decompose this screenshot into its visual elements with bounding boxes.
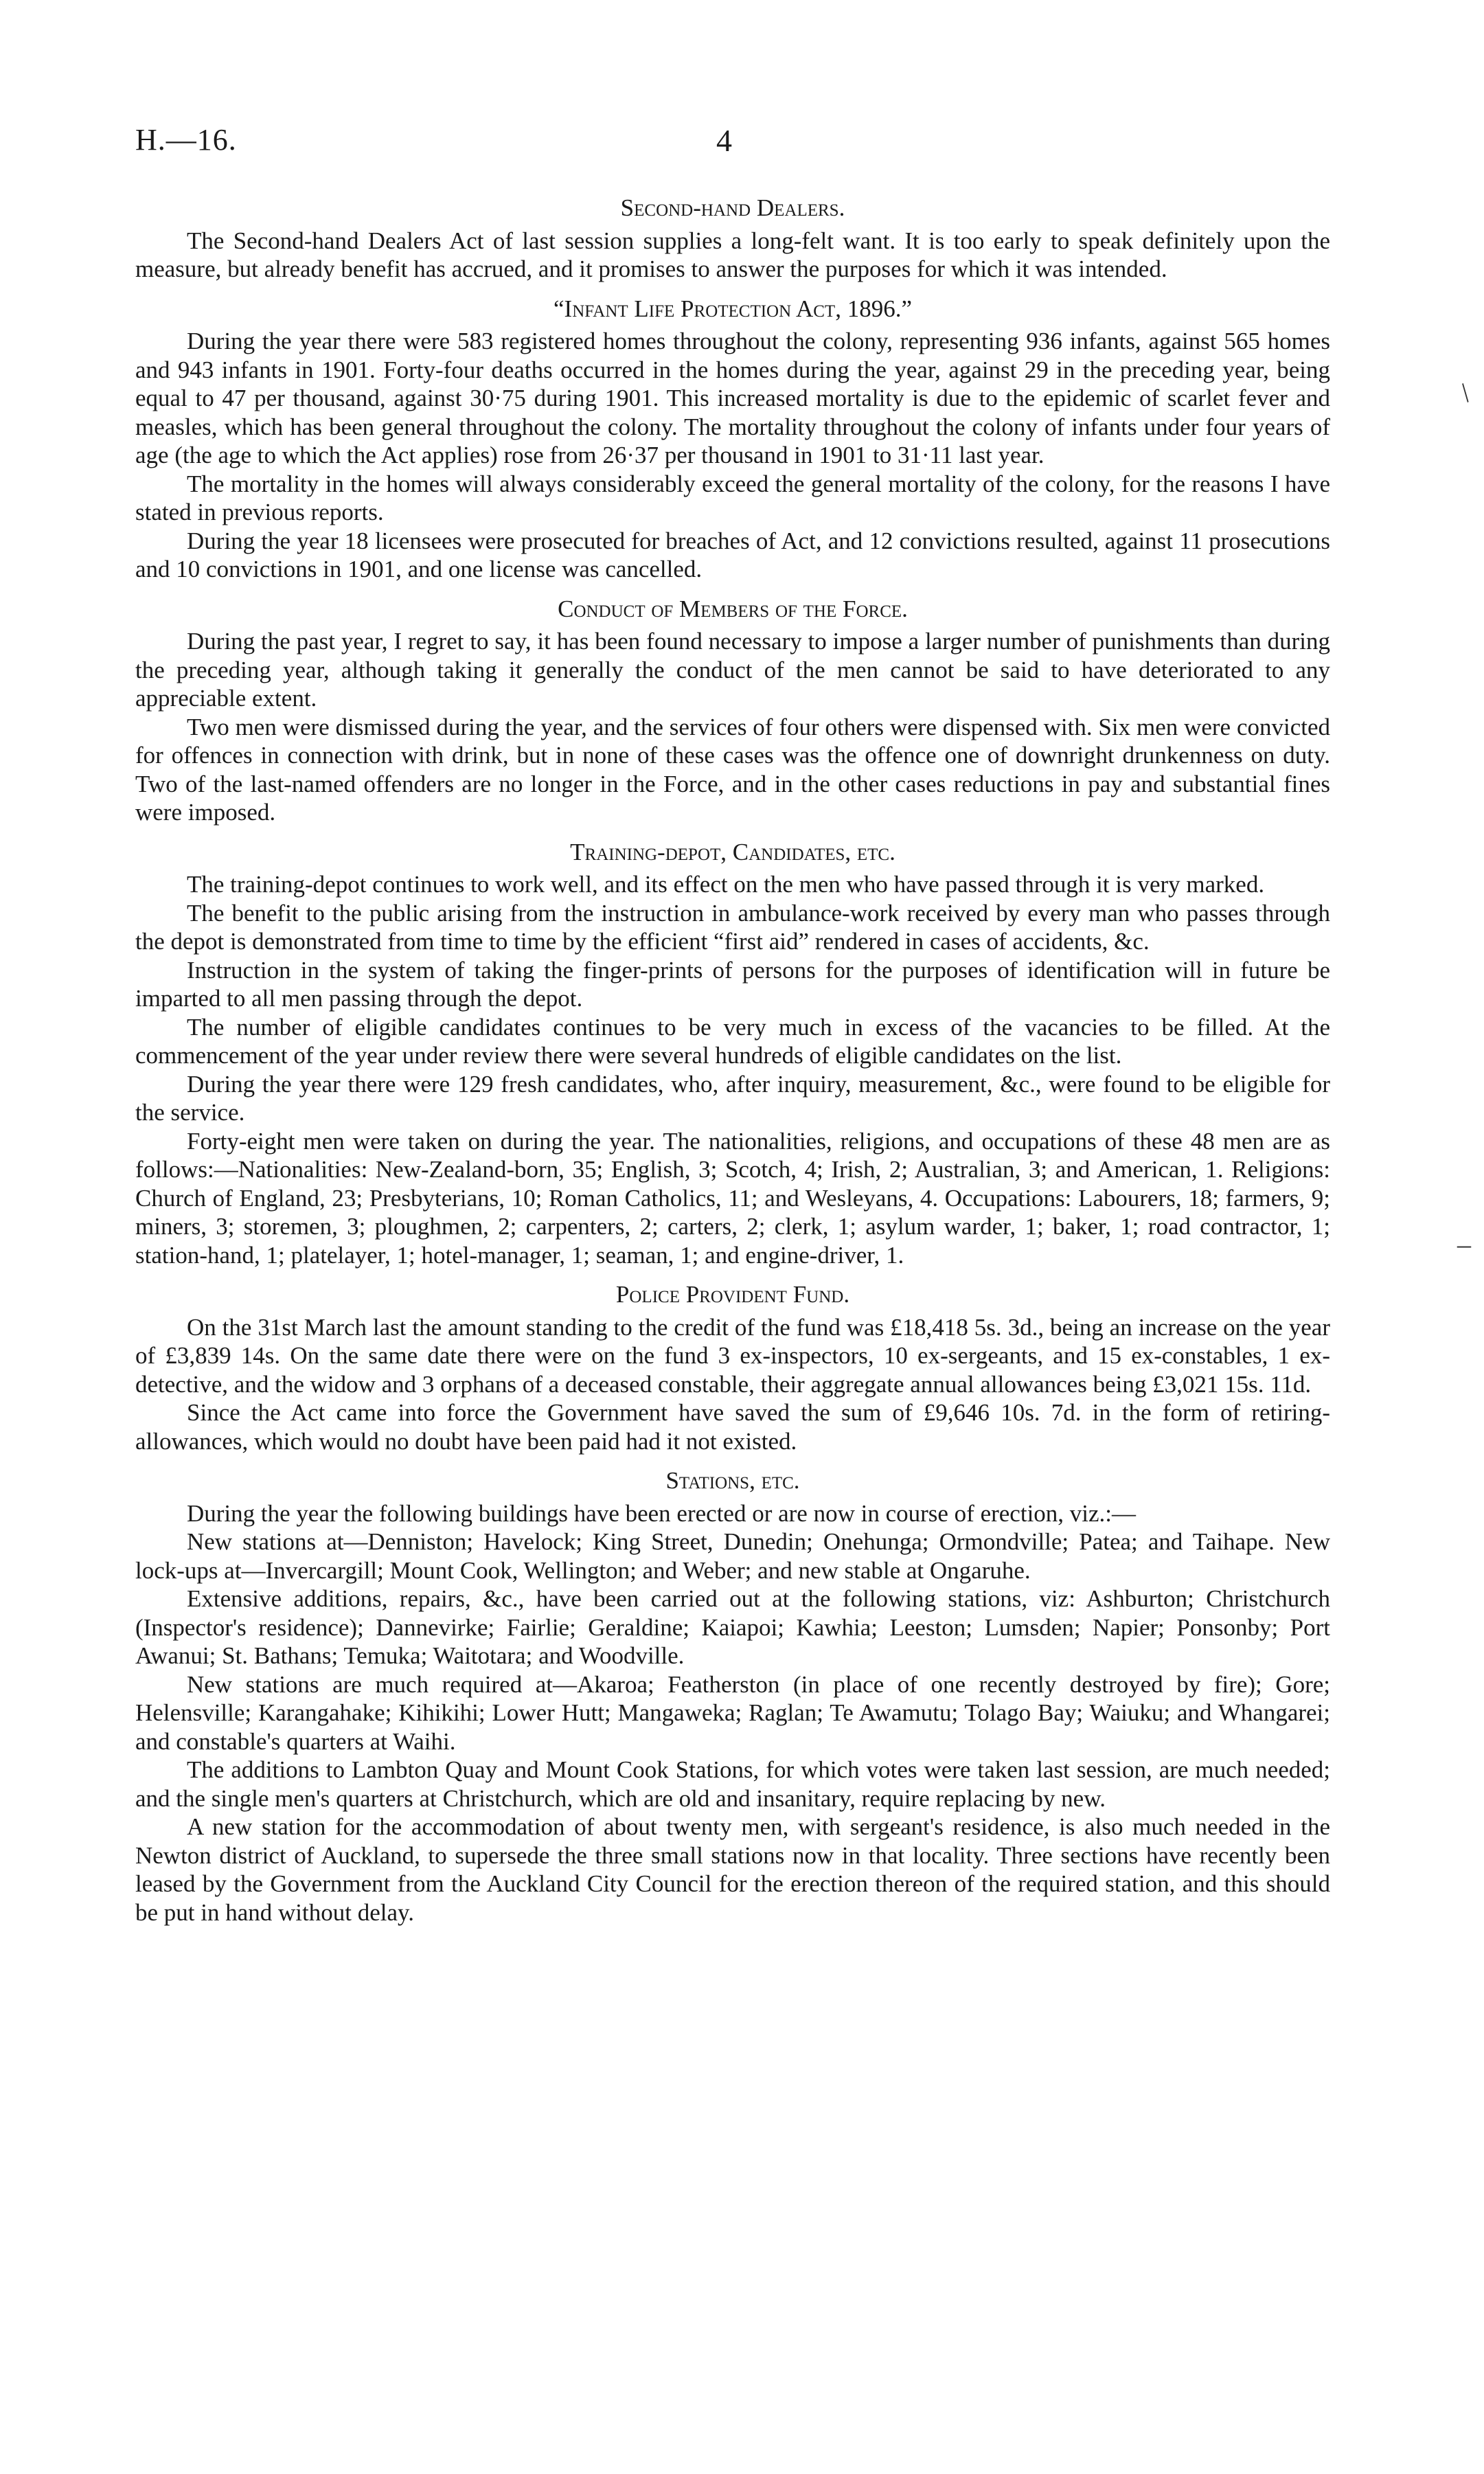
- paragraph: New stations are much required at—Akaroa; Featherston (in place of one recently destroyed by fire); Gore; Helensville; Karangahake; Kihikihi; Lower Hutt; Mangaweka; Raglan; Te Awamutu; Tolago Bay; Waiuku; and Whangarei; and constable's quarters at Waihi.: [135, 1670, 1330, 1755]
- paragraph: Extensive additions, repairs, &c., have been carried out at the following stations, viz: Ashburton; Christchurch (Inspector's residence); Dannevirke; Fairlie; Geraldine; Kaiapoi; Kawhia; Leeston; Lumsden; Napier; Ponsonby; Port Awanui; St. Bathans; Temuka; Waitotara; and Woodville.: [135, 1585, 1330, 1669]
- margin-mark: /: [1453, 377, 1478, 408]
- section-heading: Police Provident Fund.: [615, 1281, 850, 1308]
- section-heading: Stations, etc.: [665, 1467, 800, 1494]
- paragraph: Forty-eight men were taken on during the year. The nationalities, religions, and occupations of these 48 men are as follows:—Nationalities: New-Zealand-born, 35; English, 3; Scotch, 4; Irish, 2; Australian, 3; and American, 1. Religions: Church of England, 23; Presbyterians, 10; Roman Catholics, 11; and Wesleyans, 4. Occupations: Labourers, 18; farmers, 9; miners, 3; storemen, 3; ploughmen, 2; carpenters, 2; carters, 2; clerk, 1; asylum warder, 1; baker, 1; road contractor, 1; station-hand, 1; platelayer, 1; hotel-manager, 1; seaman, 1; and engine-driver, 1.: [135, 1127, 1330, 1269]
- paragraph: During the year 18 licensees were prosecuted for breaches of Act, and 12 convictions resulted, against 11 prosecutions and 10 convictions in 1901, and one license was cancelled.: [135, 527, 1330, 582]
- paragraph: During the year there were 583 registered homes throughout the colony, representing 936 infants, against 565 homes and 943 infants in 1901. Forty-four deaths occurred in the homes during the year, against 29 in the preceding year, being equal to 47 per thousand, against 30·75 during 1901. This increased mortality is due to the epidemic of scarlet fever and measles, which has been general throughout the colony. The mortality throughout the colony of infants under four years of age (the age to which the Act applies) rose from 26·37 per thousand in 1901 to 31·11 last year.: [135, 328, 1330, 468]
- paragraph: Two men were dismissed during the year, and the services of four others were dispensed with. Six men were convicted for offences in connection with drink, but in none of these cases was the offence one of downright drunkenness on duty. Two of the last-named offenders are no longer in the Force, and in the other cases reductions in pay and substantial fines were imposed.: [135, 713, 1330, 826]
- section-heading: “Infant Life Protection Act, 1896.”: [553, 295, 912, 322]
- page-header: [135, 122, 1330, 170]
- paragraph: The additions to Lambton Quay and Mount Cook Stations, for which votes were taken last session, are much needed; and the single men's quarters at Christchurch, which are old and insanitary, require replacing by new.: [135, 1756, 1330, 1812]
- section-heading: Training-depot, Candidates, etc.: [570, 838, 895, 865]
- paragraph: Since the Act came into force the Government have saved the sum of £9,646 10s. 7d. in the form of retiring-allowances, which would no doubt have been paid had it not existed.: [135, 1399, 1330, 1455]
- paragraph: New stations at—Denniston; Havelock; King Street, Dunedin; Onehunga; Ormondville; Patea; and Taihape. New lock-ups at—Invercargill; Mount Cook, Wellington; and Weber; and new stable at Ongaruhe.: [135, 1528, 1330, 1584]
- section-heading: Conduct of Members of the Force.: [558, 595, 908, 622]
- margin-mark: –: [1457, 1229, 1471, 1260]
- paragraph: The training-depot continues to work well, and its effect on the men who have passed through it is very marked.: [187, 871, 1265, 898]
- paragraph: During the year there were 129 fresh candidates, who, after inquiry, measurement, &c., were found to be eligible for the service.: [135, 1070, 1330, 1126]
- paragraph: The benefit to the public arising from the instruction in ambulance-work received by every man who passes through the depot is demonstrated from time to time by the efficient “first aid” rendered in cases of accidents, &c.: [135, 899, 1330, 955]
- paragraph: A new station for the accommodation of about twenty men, with sergeant's residence, is also much needed in the Newton district of Auckland, to supersede the three small stations now in that locality. Three sections have recently been leased by the Government from the Auckland City Council for the erection thereon of the required station, and this should be put in hand without delay.: [135, 1813, 1330, 1926]
- document-body: [135, 194, 1330, 1927]
- page-number: 4: [716, 123, 732, 158]
- paragraph: The Second-hand Dealers Act of last session supplies a long-felt want. It is too early to speak definitely upon the measure, but already benefit has accrued, and it promises to answer the purposes for which it was intended.: [135, 227, 1330, 282]
- paragraph: During the year the following buildings have been erected or are now in course of erection, viz.:—: [187, 1499, 1137, 1527]
- section-heading: Second-hand Dealers.: [620, 194, 845, 221]
- paragraph: On the 31st March last the amount standing to the credit of the fund was £18,418 5s. 3d., being an increase on the year of £3,839 14s. On the same date there were on the fund 3 ex-inspectors, 10 ex-sergeants, and 15 ex-constables, 1 ex-detective, and the widow and 3 orphans of a deceased constable, their aggregate annual allowances being £3,021 15s. 11d.: [135, 1313, 1330, 1398]
- paragraph: Instruction in the system of taking the finger-prints of persons for the purposes of identification will in future be imparted to all men passing through the depot.: [135, 956, 1330, 1012]
- document-number: H.—16.: [135, 123, 237, 157]
- paragraph: The number of eligible candidates continues to be very much in excess of the vacancies to be filled. At the commencement of the year under review there were several hundreds of eligible candidates on the list.: [135, 1013, 1330, 1069]
- paragraph: During the past year, I regret to say, it has been found necessary to impose a larger number of punishments than during the preceding year, although taking it generally the conduct of the men cannot be said to have deteriorated to any appreciable extent.: [135, 628, 1330, 712]
- paragraph: The mortality in the homes will always considerably exceed the general mortality of the colony, for the reasons I have stated in previous reports.: [135, 470, 1330, 525]
